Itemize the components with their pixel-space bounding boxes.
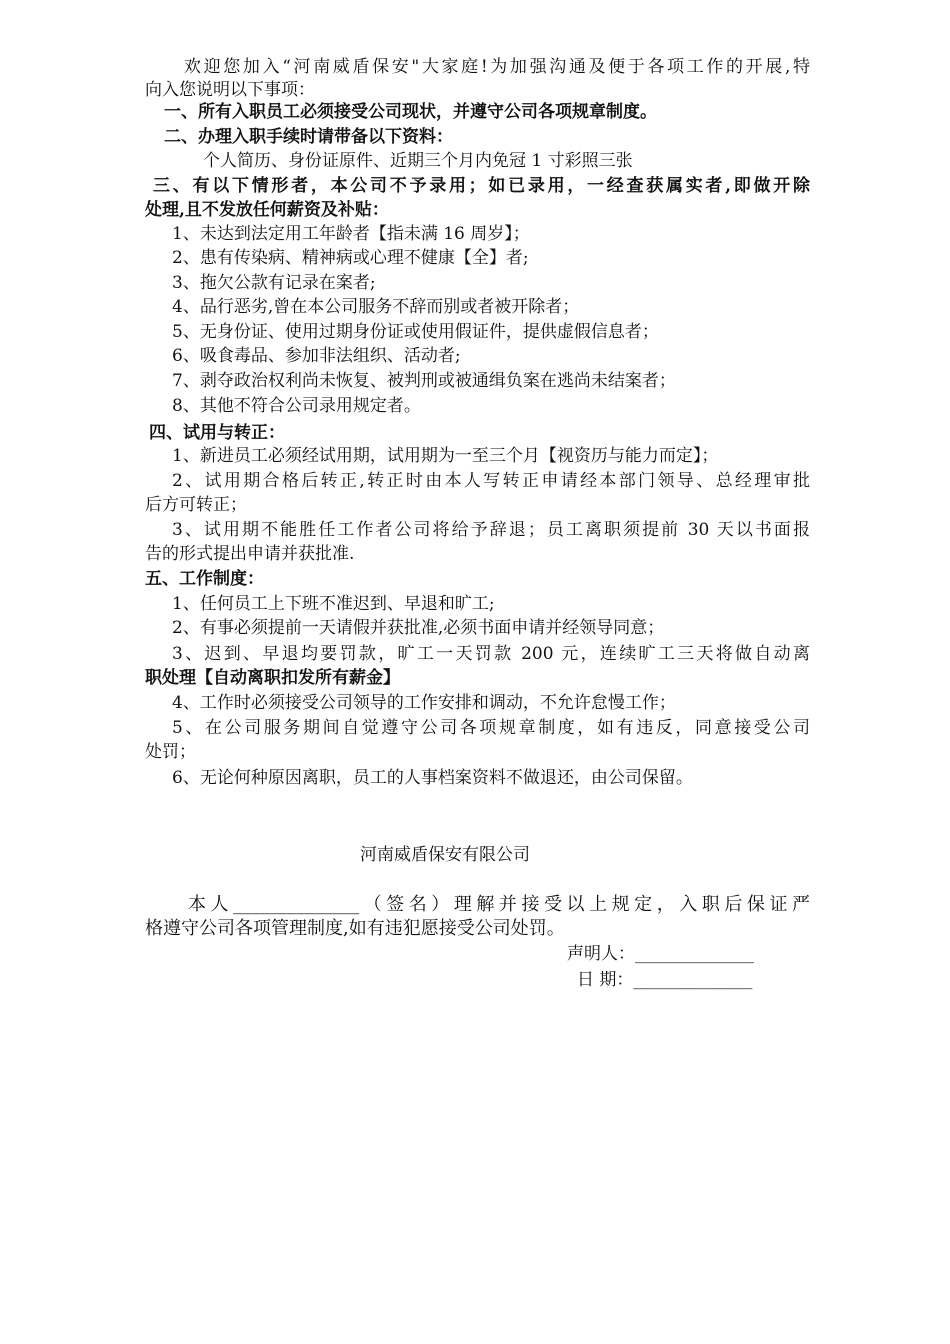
section-4-item-3-line-1: 3、试用期不能胜任工作者公司将给予辞退；员工离职须提前 30 天以书面报 [172, 520, 810, 540]
company-name: 河南威盾保安有限公司 [360, 845, 530, 865]
list-item: 6、吸食毒品、参加非法组织、活动者; [172, 346, 461, 366]
section-4-item-2-line-2: 后方可转正； [145, 495, 247, 515]
list-item: 3、拖欠公款有记录在案者; [172, 273, 376, 293]
list-item: 2、患有传染病、精神病或心理不健康【全】者; [172, 248, 529, 268]
list-item: 5、无身份证、使用过期身份证或使用假证件，提供虚假信息者； [172, 322, 659, 342]
section-5-item-6: 6、无论何种原因离职，员工的人事档案资料不做退还，由公司保留。 [172, 768, 693, 788]
section-3-title-line-1: 三、有以下情形者，本公司不予录用；如已录用，一经查获属实者,即做开除 [153, 176, 810, 196]
intro-line-2: 向入您说明以下事项： [145, 80, 315, 100]
section-1-title: 一、所有入职员工必须接受公司现状，并遵守公司各项规章制度。 [164, 102, 657, 122]
section-2-content: 个人简历、身份证原件、近期三个月内免冠 1 寸彩照三张 [203, 151, 633, 171]
section-5-item-3-line-2: 职处理【自动离职扣发所有薪金】 [145, 668, 400, 688]
section-2-title: 二、办理入职手续时请带备以下资料： [164, 127, 453, 147]
list-item: 8、其他不符合公司录用规定者。 [172, 396, 421, 416]
intro-line-1: 欢迎您加入“河南威盾保安"大家庭!为加强沟通及便于各项工作的开展,特 [184, 57, 810, 77]
section-5-item-4: 4、工作时必须接受公司领导的工作安排和调动，不允许怠慢工作； [172, 693, 676, 713]
section-4-item-3-line-2: 告的形式提出申请并获批准. [145, 544, 355, 564]
declaration-line-1: 本人______________（签名）理解并接受以上规定，入职后保证严 [188, 894, 810, 915]
declaration-line-2: 格遵守公司各项管理制度,如有违犯愿接受公司处罚。 [145, 918, 565, 939]
list-item: 1、未达到法定用工年龄者【指未满 16 周岁】； [172, 224, 530, 244]
declarant-signature-line: 声明人：______________ [567, 944, 754, 964]
section-4-title: 四、试用与转正： [149, 423, 285, 443]
section-5-item-1: 1、任何员工上下班不准迟到、早退和旷工; [172, 594, 495, 614]
section-5-item-2: 2、有事必须提前一天请假并获批准,必须书面申请并经领导同意； [172, 618, 665, 638]
section-4-item-1: 1、新进员工必须经试用期，试用期为一至三个月【视资历与能力而定】； [172, 446, 719, 466]
section-5-title: 五、工作制度： [145, 569, 264, 589]
section-5-item-5-line-1: 5、在公司服务期间自觉遵守公司各项规章制度，如有违反，同意接受公司 [172, 718, 810, 738]
list-item: 7、剥夺政治权利尚未恢复、被判刑或被通缉负案在逃尚未结案者； [172, 371, 676, 391]
section-4-item-2-line-1: 2、试用期合格后转正,转正时由本人写转正申请经本部门领导、总经理审批 [172, 471, 810, 491]
section-5-item-5-line-2: 处罚； [145, 742, 196, 762]
section-3-title-line-2: 处理,且不发放任何薪资及补贴： [145, 200, 389, 220]
list-item: 4、品行恶劣,曾在本公司服务不辞而别或者被开除者； [172, 297, 580, 317]
section-5-item-3-line-1: 3、迟到、早退均要罚款，旷工一天罚款 200 元，连续旷工三天将做自动离 [172, 644, 810, 664]
date-line: 日 期：______________ [577, 970, 753, 990]
